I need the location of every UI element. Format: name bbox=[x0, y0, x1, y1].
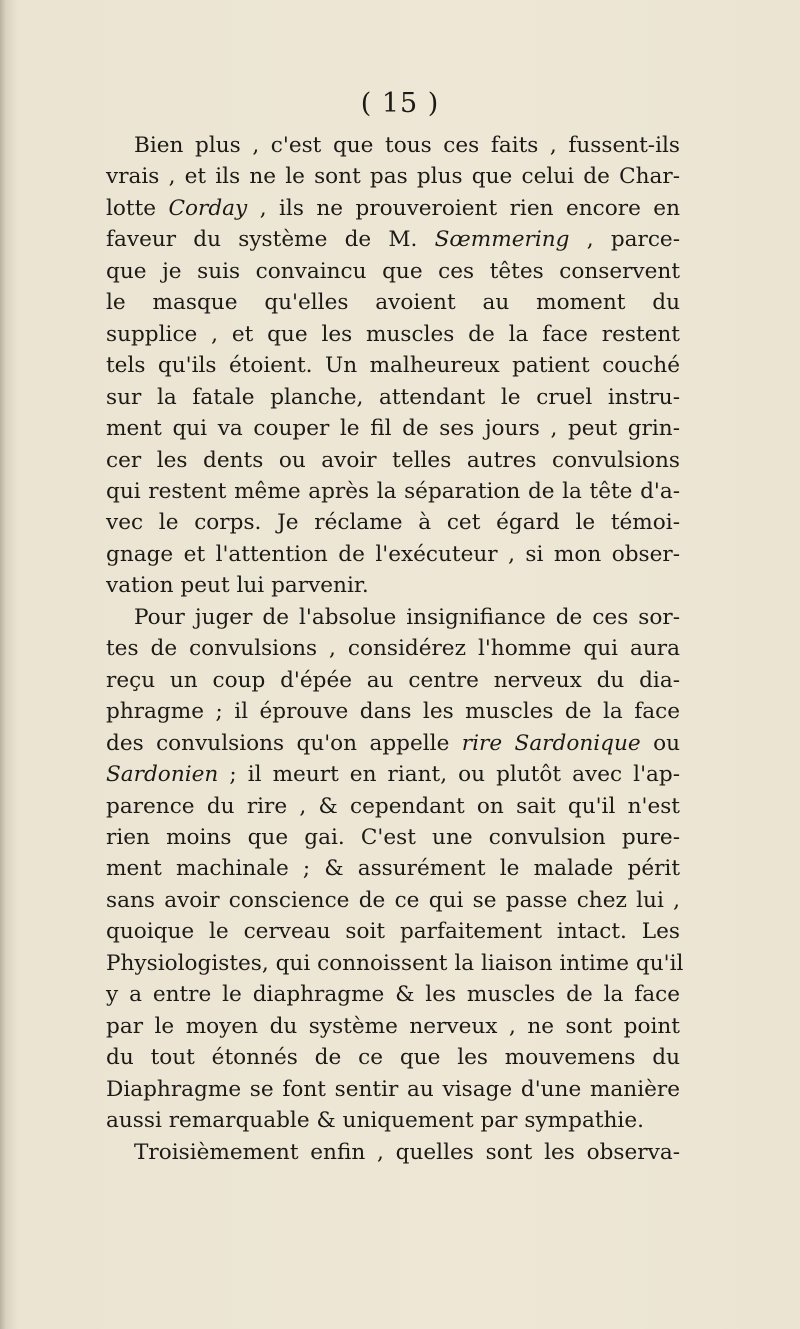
text-segment: vec le corps. Je réclame à cet égard le témoi- bbox=[106, 510, 680, 536]
text-segment: parence du rire , & cependant on sait qu'il n'est bbox=[106, 793, 680, 819]
text-segment: , parce- bbox=[569, 227, 681, 253]
text-line bbox=[106, 507, 680, 538]
italic-text: rire Sardonique bbox=[461, 730, 641, 756]
text-segment: des convulsions qu'on appelle bbox=[106, 730, 462, 756]
text-segment: reçu un coup d'épée au centre nerveux du dia- bbox=[106, 667, 680, 693]
text-line bbox=[106, 413, 680, 444]
text-segment: Bien plus , c'est que tous ces faits , fussent-ils bbox=[134, 133, 680, 158]
text-line bbox=[106, 539, 680, 570]
text-segment: tes de convulsions , considérez l'homme qui aura bbox=[106, 636, 680, 662]
body-text bbox=[106, 130, 684, 1168]
text-segment: sans avoir conscience de ce qui se passe chez lui , bbox=[106, 887, 680, 913]
text-line bbox=[106, 287, 680, 318]
text-segment: quoique le cerveau soit parfaitement intact. Les bbox=[106, 919, 680, 945]
text-line bbox=[106, 759, 680, 790]
text-line bbox=[106, 1074, 680, 1105]
text-line bbox=[106, 224, 680, 255]
italic-text: Sœmmering bbox=[434, 227, 570, 253]
text-segment: Diaphragme se font sentir au visage d'une manière bbox=[106, 1076, 680, 1102]
text-line bbox=[106, 570, 680, 601]
text-line bbox=[106, 728, 680, 759]
text-line bbox=[106, 791, 680, 822]
italic-text: Corday bbox=[168, 195, 248, 221]
text-segment: gnage et l'attention de l'exécuteur , si mon obser- bbox=[106, 541, 680, 567]
text-segment: par le moyen du système nerveux , ne sont point bbox=[106, 1013, 680, 1039]
text-line bbox=[106, 1137, 680, 1168]
text-line bbox=[106, 476, 680, 507]
text-segment: ment qui va couper le fil de ses jours , peut grin- bbox=[106, 416, 680, 442]
text-line bbox=[106, 822, 680, 853]
text-segment: ; il meurt en riant, ou plutôt avec l'ap- bbox=[218, 762, 680, 788]
italic-text: Sardonien bbox=[106, 762, 219, 788]
text-line bbox=[106, 665, 680, 696]
text-line bbox=[106, 1105, 680, 1136]
text-segment: vrais , et ils ne le sont pas plus que celui de Char- bbox=[106, 164, 680, 190]
text-segment: Physiologistes, qui connoissent la liaison intime qu'il bbox=[106, 950, 684, 976]
text-segment: tels qu'ils étoient. Un malheureux patient couché bbox=[106, 353, 680, 379]
text-segment: que je suis convaincu que ces têtes conservent bbox=[106, 258, 680, 284]
text-segment: y a entre le diaphragme & les muscles de la face bbox=[106, 982, 680, 1008]
text-segment: lotte bbox=[106, 195, 169, 221]
text-line bbox=[106, 445, 680, 476]
text-segment: qui restent même après la séparation de la tête d'a- bbox=[106, 478, 680, 504]
text-segment: ou bbox=[640, 730, 680, 756]
text-line bbox=[106, 319, 680, 350]
text-segment: du tout étonnés de ce que les mouvemens du bbox=[106, 1045, 680, 1071]
text-segment: , ils ne prouveroient rien encore en bbox=[247, 195, 680, 221]
text-line bbox=[106, 382, 680, 413]
text-segment: phragme ; il éprouve dans les muscles de la face bbox=[106, 699, 680, 725]
text-segment: sur la fatale planche, attendant le cruel instru- bbox=[106, 384, 680, 410]
text-segment: cer les dents ou avoir telles autres convulsions bbox=[106, 447, 680, 473]
text-line bbox=[106, 696, 680, 727]
text-line bbox=[106, 1011, 680, 1042]
text-line bbox=[106, 1042, 680, 1073]
text-line bbox=[106, 161, 680, 192]
text-line bbox=[106, 853, 680, 884]
text-line bbox=[106, 916, 680, 947]
text-line bbox=[106, 633, 680, 664]
text-line bbox=[106, 948, 684, 979]
text-line bbox=[106, 350, 680, 381]
text-segment: faveur du système de M. bbox=[106, 227, 435, 253]
text-line bbox=[106, 256, 680, 287]
text-line bbox=[106, 193, 680, 224]
text-segment: Troisièmement enfin , quelles sont les observa- bbox=[134, 1139, 680, 1165]
page-number: ( 15 ) bbox=[360, 88, 440, 119]
text-line bbox=[106, 979, 680, 1010]
text-segment: ment machinale ; & assurément le malade périt bbox=[106, 856, 680, 882]
text-line bbox=[106, 130, 680, 161]
text-segment: vation peut lui parvenir. bbox=[106, 573, 369, 599]
text-line bbox=[106, 885, 680, 916]
text-segment: le masque qu'elles avoient au moment du bbox=[106, 290, 680, 316]
text-segment: supplice , et que les muscles de la face restent bbox=[106, 321, 680, 347]
text-segment: Pour juger de l'absolue insignifiance de ces sor- bbox=[134, 604, 680, 630]
text-segment: rien moins que gai. C'est une convulsion pure- bbox=[106, 824, 680, 850]
text-segment: aussi remarquable & uniquement par sympathie. bbox=[106, 1108, 644, 1134]
text-line bbox=[106, 602, 680, 633]
